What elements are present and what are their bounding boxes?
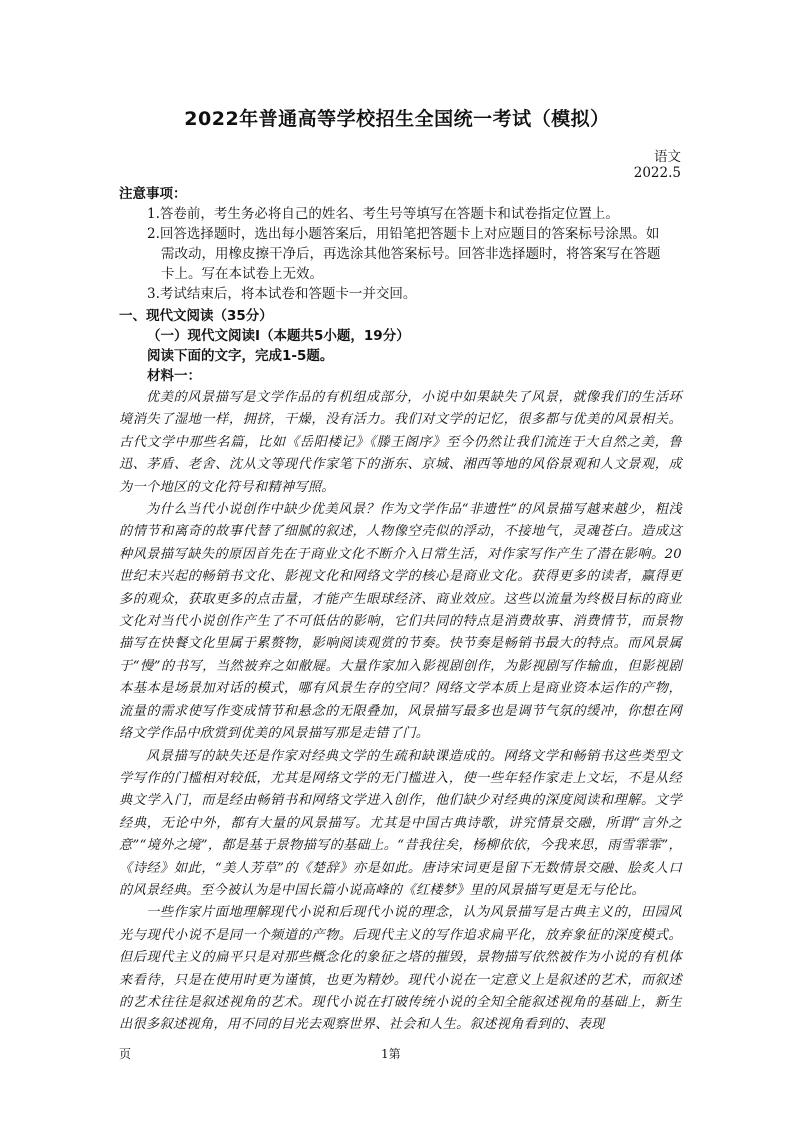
- paragraph: 为什么当代小说创作中缺少优美风景？作为文学作品“非遗性”的风景描写越来越少，粗浅的情节和离奇的故事代替了细腻的叙述，人物像空壳似的浮动，不接地气，灵魂苍白。造成这种风景描写缺失的原因首先在于商业文化不断介入日常生活，对作家写作产生了潜在影响。20世纪末兴起的畅销书文化、影视文化和网络文学的核心是商业文化。获得更多的读者，赢得更多的观众，获取更多的点击量，才能产生眼球经济、商业效应。这些以流量为终极目标的商业文化对当代小说创作产生了不可低估的影响，它们共同的特点是消费故事、消费情节，而景物描写在快餐文化里属于累赘物，影响阅读观赏的节奏。快节奏是畅销书最大的特点。而风景属于“慢”的书写，当然被弃之如敝屣。大量作家加入影视剧创作，为影视剧写作输血，但影视剧本基本是场景加对话的模式，哪有风景生存的空间？网络文学本质上是商业资本运作的产物，流量的需求使写作变成情节和悬念的无限叠加，风景描写最多也是调节气氛的缓冲，你想在网络文学作品中欣赏到优美的风景描写那是走错了门。: [119, 502, 682, 742]
- exam-date: 2022.5: [633, 165, 681, 181]
- footer-page-label: 页: [119, 1047, 132, 1061]
- paragraph: 优美的风景描写是文学作品的有机组成部分，小说中如果缺失了风景，就像我们的生活环境消失了湿地一样，拥挤，干燥，没有活力。我们对文学的记忆，很多都与优美的风景相关。古代文学中那些名篇，比如《岳阳楼记》《滕王阁序》至今仍然让我们流连于大自然之美，鲁迅、茅盾、老舍、沈从文等现代作家笔下的浙东、京城、湘西等地的风俗景观和人文景观，成为一个地区的文化符号和精神写照。: [119, 390, 682, 495]
- note-item-continuation: 需改动，用橡皮擦干净后，再选涂其他答案标号。回答非选择题时，将答案写在答题: [161, 246, 661, 262]
- paragraph: 一些作家片面地理解现代小说和后现代小说的理念，认为风景描写是古典主义的，田园风光与现代小说不是同一个频道的产物。后现代主义的写作追求扁平化，放弃象征的深度模式。但后现代主义的扁平只是对那些概念化的象征之塔的摧毁，景物描写依然被作为小说的有机体来看待，只是在使用时更为谨慎，也更为精妙。现代小说在一定意义上是叙述的艺术，而叙述的艺术往往是叙述视角的艺术。现代小说在打破传统小说的全知全能叙述视角的基础上，新生出很多叙述视角，用不同的目光去观察世界、社会和人生。叙述视角看到的、表现: [119, 905, 682, 1033]
- subject-label: 语文: [654, 149, 681, 165]
- material-text: [119, 387, 682, 1037]
- reading-instruction: 阅读下面的文字，完成1-5题。: [147, 348, 334, 364]
- footer-page-number: 1第: [381, 1047, 401, 1061]
- note-item-continuation: 卡上。写在本试卷上无效。: [161, 266, 323, 282]
- notes-list: [119, 204, 679, 304]
- paragraph: 风景描写的缺失还是作家对经典文学的生疏和缺课造成的。网络文学和畅销书这些类型文学写作的门槛相对较低，尤其是网络文学的无门槛进入，使一些年轻作家走上文坛，不是从经典文学入门，而是经由畅销书和网络文学进入创作，他们缺少对经典的深度阅读和理解。文学经典，无论中外，都有大量的风景描写。尤其是中国古典诗歌，讲究情景交融，所谓“言外之意”“境外之境”，都是基于景物描写的基础上。“昔我往矣，杨柳依依，今我来思，雨雪霏霏”，《诗经》如此，“美人芳草”的《楚辞》亦是如此。唐诗宋词更是留下无数情景交融、脍炙人口的风景经典。至今被认为是中国长篇小说高峰的《红楼梦》里的风景描写更是无与伦比。: [119, 748, 682, 898]
- subsection-heading: （一）现代文阅读Ⅰ（本题共5小题，19分）: [147, 328, 410, 344]
- exam-title: 2022年普通高等学校招生全国统一考试（模拟）: [184, 108, 610, 130]
- material-label: 材料一：: [147, 368, 201, 384]
- note-item: 2.回答选择题时，选出每小题答案后，用铅笔把答题卡上对应题目的答案标号涂黑。如: [147, 226, 660, 242]
- note-item: 3.考试结束后，将本试卷和答题卡一并交回。: [147, 286, 417, 302]
- section-heading: 一、现代文阅读（35分）: [119, 308, 273, 324]
- notes-heading: 注意事项：: [119, 186, 187, 202]
- note-item: 1.答卷前，考生务必将自己的姓名、考生号等填写在答题卡和试卷指定位置上。: [147, 206, 619, 222]
